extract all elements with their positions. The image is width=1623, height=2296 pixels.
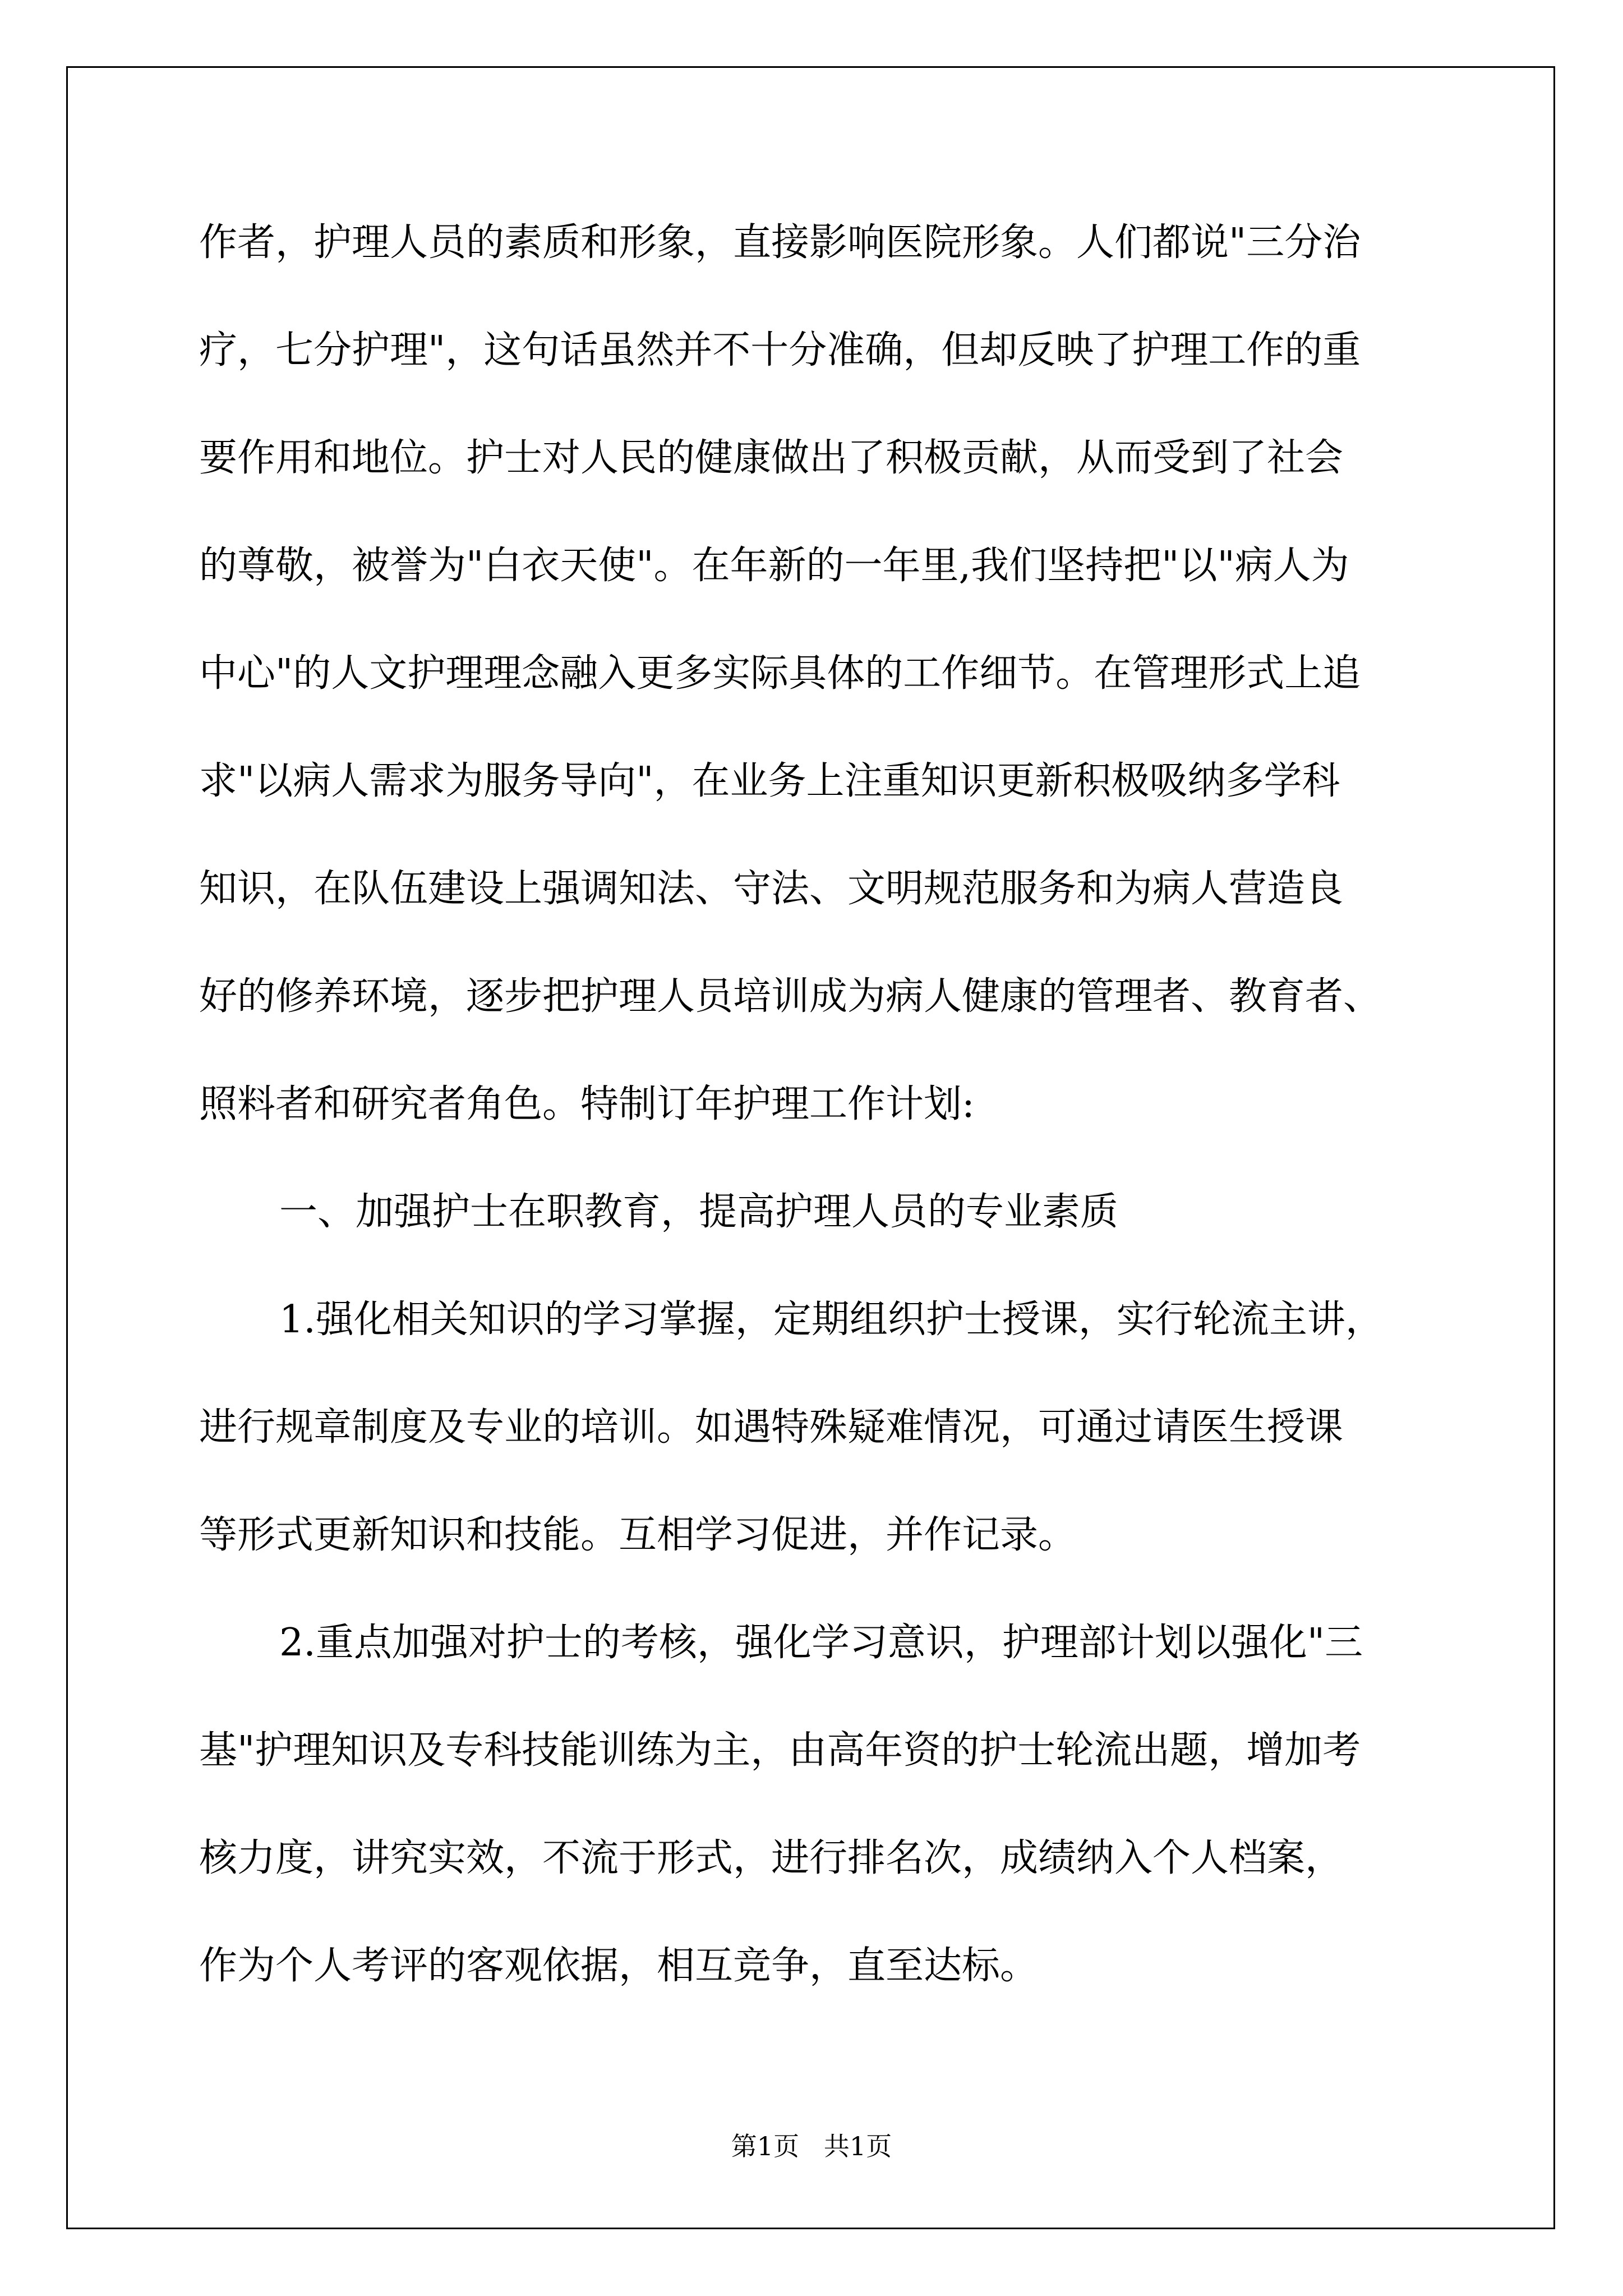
text-line: 疗，七分护理"，这句话虽然并不十分准确，但却反映了护理工作的重 — [199, 328, 1361, 372]
text-line: 作者，护理人员的素质和形象，直接影响医院形象。人们都说"三分治 — [199, 220, 1361, 265]
text-line: 照料者和研究者角色。特制订年护理工作计划: — [199, 1082, 975, 1126]
text-line: 的尊敬，被誉为"白衣天使"。在年新的一年里,我们坚持把"以"病人为 — [199, 544, 1349, 588]
text-line: 知识，在队伍建设上强调知法、守法、文明规范服务和为病人营造良 — [199, 867, 1344, 911]
text-line: 基"护理知识及专科技能训练为主，由高年资的护士轮流出题，增加考 — [199, 1728, 1361, 1773]
text-line: 进行规章制度及专业的培训。如遇特殊疑难情况，可通过请医生授课 — [199, 1405, 1344, 1450]
text-line: 好的修养环境，逐步把护理人员培训成为病人健康的管理者、教育者、 — [199, 974, 1382, 1019]
page-footer: 第1页 共1页 — [731, 2131, 892, 2161]
text-line: 1.强化相关知识的学习掌握，定期组织护士授课，实行轮流主讲， — [279, 1297, 1384, 1342]
text-line: 作为个人考评的客观依据，相互竞争，直至达标。 — [199, 1944, 1039, 1988]
document-body — [199, 216, 1444, 2047]
text-line: 2.重点加强对护士的考核，强化学习意识，护理部计划以强化"三 — [279, 1621, 1363, 1665]
text-line: 要作用和地位。护士对人民的健康做出了积极贡献，从而受到了社会 — [199, 436, 1344, 480]
text-line: 中心"的人文护理理念融入更多实际具体的工作细节。在管理形式上追 — [199, 651, 1361, 696]
text-line: 等形式更新知识和技能。互相学习促进，并作记录。 — [199, 1513, 1077, 1557]
text-line: 求"以病人需求为服务导向"，在业务上注重知识更新积极吸纳多学科 — [199, 759, 1340, 803]
text-line: 核力度，讲究实效，不流于形式，进行排名次，成绩纳入个人档案， — [199, 1836, 1344, 1880]
section-heading: 一、加强护士在职教育，提高护理人员的专业素质 — [279, 1190, 1119, 1234]
